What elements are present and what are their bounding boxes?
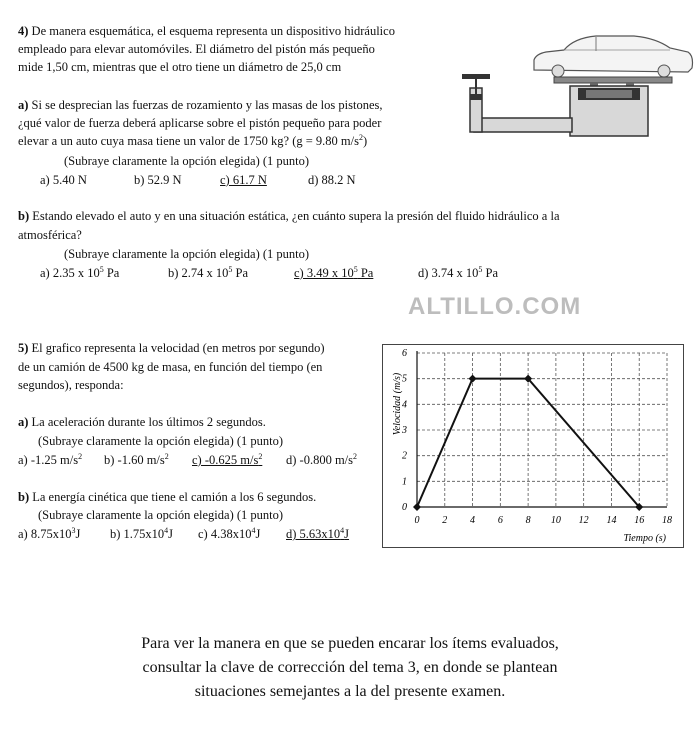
q5a-option-d-text: d) -0.800 m/s (286, 453, 354, 467)
q5b-text: La energía cinética que tiene el camión a los 6 segundos. (32, 490, 317, 504)
q4-intro-line-1 (18, 23, 395, 39)
q5b-option-b[interactable] (110, 526, 173, 542)
q5-intro-line-1 (18, 340, 325, 356)
q5b-option-b-unit: J (168, 527, 174, 541)
q4a-option-b[interactable]: b) 52.9 N (134, 173, 182, 187)
q4a-text-3: elevar a un auto cuya masa tiene un valor de 1750 kg? (g = 9.80 m/s (18, 134, 359, 148)
small-piston-handle (462, 74, 490, 79)
q4-intro-line-2: empleado para elevar automóviles. El diámetro del pistón más pequeño (18, 42, 375, 56)
q5a-option-c-exp: 2 (258, 452, 263, 461)
y-tick-label-5: 5 (402, 373, 407, 385)
q4b-option-b[interactable] (168, 265, 248, 281)
hydraulic-lift-illustration (456, 28, 696, 140)
q4b-line-2: atmosférica? (18, 228, 82, 242)
q4a-option-a[interactable]: a) 5.40 N (40, 173, 87, 187)
q5b-option-a-text: a) 8.75x10 (18, 527, 72, 541)
q5b-option-d-unit: J (344, 527, 350, 541)
q5b-option-c-exp: 4 (251, 526, 256, 535)
y-tick-label-4: 4 (402, 399, 407, 411)
x-tick-label-6: 6 (497, 515, 503, 526)
y-tick-label-2: 2 (402, 450, 407, 462)
x-tick-label-8: 8 (525, 515, 531, 526)
footer-line-1: Para ver la manera en que se pueden encarar los ítems evaluados, (141, 635, 559, 652)
q5-intro-line-3: segundos), responda: (18, 378, 124, 392)
q5a-instruction: (Subraye claramente la opción elegida) (1 punto) (38, 434, 284, 448)
footer-line-3: situaciones semejantes a la del presente examen. (194, 683, 506, 700)
x-tick-label-4: 4 (470, 515, 476, 526)
q5b-option-c[interactable] (198, 526, 260, 542)
connecting-pipe (474, 118, 572, 132)
q4a-line-2: ¿qué valor de fuerza deberá aplicarse sobre el pistón pequeño para poder (18, 116, 382, 130)
q4b-option-c-selected[interactable] (294, 265, 373, 281)
q4a-line-1 (18, 97, 383, 113)
q5a-option-d[interactable] (286, 452, 357, 468)
q4b-option-b-text: b) 2.74 x 10 (168, 266, 229, 280)
q5-number: 5) (18, 341, 29, 355)
q4b-option-d[interactable] (418, 265, 498, 281)
q5b-option-a[interactable] (18, 526, 80, 542)
q5a-letter: a) (18, 415, 29, 429)
q4a-letter: a) (18, 98, 29, 112)
q5a-option-d-exp: 2 (353, 452, 358, 461)
x-tick-label-12: 12 (578, 515, 589, 526)
q5a-option-b-text: b) -1.60 m/s (104, 453, 165, 467)
q4b-option-a[interactable] (40, 265, 119, 281)
q5-intro-text-1: El grafico representa la velocidad (en metros por segundo) (31, 341, 325, 355)
q4b-option-a-text: a) 2.35 x 10 (40, 266, 100, 280)
footer-line-2: consultar la clave de corrección del tema 3, en donde se plantean (142, 659, 558, 676)
q5a-option-c-text: c) -0.625 m/s (192, 453, 259, 467)
q5a-option-b[interactable] (104, 452, 169, 468)
q4a-text-3-close: ) (362, 134, 368, 148)
x-tick-label-14: 14 (606, 515, 617, 526)
x-tick-label-0: 0 (414, 515, 420, 526)
q5b-option-b-text: b) 1.75x10 (110, 527, 165, 541)
q4-intro-line-3: mide 1,50 cm, mientras que el otro tiene un diámetro de 25,0 cm (18, 60, 342, 74)
q5b-option-a-exp: 3 (71, 526, 76, 535)
x-tick-label-16: 16 (634, 515, 645, 526)
q4a-option-d[interactable]: d) 88.2 N (308, 173, 356, 187)
q4b-instruction: (Subraye claramente la opción elegida) (1 punto) (64, 247, 310, 261)
q4b-option-c-unit: Pa (357, 266, 374, 280)
car-wheel-front (552, 65, 564, 77)
q5b-line (18, 489, 316, 505)
q5b-option-c-unit: J (255, 527, 261, 541)
q4b-option-d-exp: 5 (478, 265, 483, 274)
q4a-option-c-selected[interactable]: c) 61.7 N (220, 173, 267, 187)
q4b-option-a-unit: Pa (103, 266, 120, 280)
lift-platform (554, 77, 672, 83)
q5-intro-line-2: de un camión de 4500 kg de masa, en función del tiempo (en (18, 360, 323, 374)
q4b-option-b-unit: Pa (232, 266, 249, 280)
q4b-option-c-exp: 5 (353, 265, 358, 274)
q4a-exponent: 2 (358, 133, 363, 142)
q4b-option-d-text: d) 3.74 x 10 (418, 266, 479, 280)
q5a-option-a-text: a) -1.25 m/s (18, 453, 79, 467)
small-piston (470, 94, 482, 100)
q5a-line (18, 414, 266, 430)
y-tick-label-1: 1 (402, 476, 407, 488)
velocity-time-chart (382, 344, 684, 548)
car-wheel-rear (658, 65, 670, 77)
q4b-option-d-unit: Pa (482, 266, 499, 280)
q5b-letter: b) (18, 490, 30, 504)
q4a-instruction: (Subraye claramente la opción elegida) (1 punto) (64, 154, 310, 168)
q5b-option-d-selected[interactable] (286, 526, 349, 542)
q4a-text-1: Si se desprecian las fuerzas de rozamiento y las masas de los pistones, (31, 98, 383, 112)
q5a-text: La aceleración durante los últimos 2 segundos. (31, 415, 266, 429)
altillo-watermark: ALTILLO.COM (408, 293, 582, 320)
q5b-option-d-text: d) 5.63x10 (286, 527, 341, 541)
q4b-text-1: Estando elevado el auto y en una situación estática, ¿en cuánto supera la presión del fluido hidráulico a la (32, 209, 560, 223)
q4a-line-3 (18, 133, 367, 149)
x-tick-label-10: 10 (550, 515, 561, 526)
q4b-letter: b) (18, 209, 30, 223)
q5a-option-a-exp: 2 (78, 452, 83, 461)
y-tick-label-6: 6 (402, 348, 407, 359)
q5a-option-a[interactable] (18, 452, 82, 468)
q4b-option-a-exp: 5 (99, 265, 104, 274)
chart-x-axis-label: Tiempo (s) (623, 533, 666, 544)
q5a-option-c-selected[interactable] (192, 452, 262, 468)
chart-y-axis-label: Velocidad (m/s) (392, 372, 403, 436)
q4-intro-text-1: De manera esquemática, el esquema representa un dispositivo hidráulico (31, 24, 395, 38)
q5b-option-a-unit: J (75, 527, 81, 541)
q5a-option-b-exp: 2 (164, 452, 169, 461)
y-tick-label-0: 0 (402, 502, 407, 513)
q5b-option-d-exp: 4 (340, 526, 345, 535)
x-tick-label-18: 18 (662, 515, 672, 526)
q4b-option-c-text: c) 3.49 x 10 (294, 266, 354, 280)
q4b-line-1 (18, 208, 690, 224)
q5b-option-c-text: c) 4.38x10 (198, 527, 252, 541)
x-tick-label-2: 2 (442, 515, 448, 526)
q4-number: 4) (18, 24, 29, 38)
y-tick-label-3: 3 (402, 425, 407, 436)
q5b-option-b-exp: 4 (164, 526, 169, 535)
q5b-instruction: (Subraye claramente la opción elegida) (1 punto) (38, 508, 284, 522)
q4b-option-b-exp: 5 (228, 265, 233, 274)
